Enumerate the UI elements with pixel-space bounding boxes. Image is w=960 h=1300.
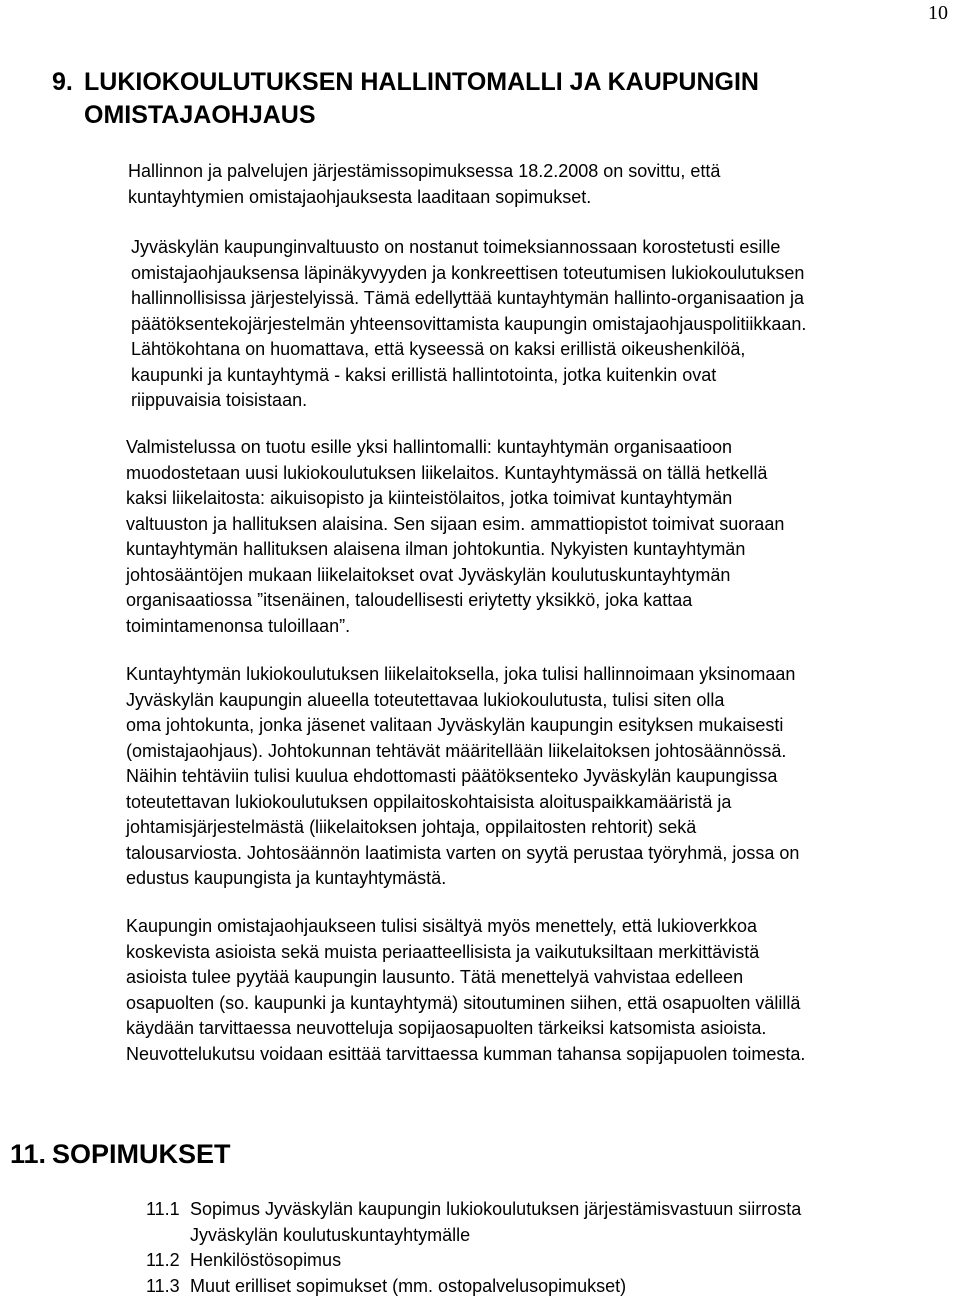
text-line: kaupunki ja kuntayhtymä - kaksi erillistä hallintotointa, jotka kuitenkin ovat [131, 364, 717, 385]
text-line: omistajaohjauksensa läpinäkyvyyden ja konkreettisen toteutumisen lukiokoulutuksen [131, 262, 805, 283]
text-line: Lähtökohtana on huomattava, että kyseessä on kaksi erillistä oikeushenkilöä, [131, 339, 746, 359]
list-item-text-continued: Jyväskylän koulutuskuntayhtymälle [190, 1224, 471, 1245]
text-line: koskevista asioista sekä muista periaatteellisista ja vaikutuksiltaan merkittävistä [126, 941, 760, 962]
section-9-heading [52, 66, 912, 132]
paragraph-4 [126, 662, 799, 892]
text-line: organisaatiossa ”itsenäinen, taloudellisesti eriytetty yksikkö, joka kattaa [126, 590, 693, 610]
text-line: muodostetaan uusi lukiokoulutuksen liikelaitos. Kuntayhtymässä on tällä hetkellä [126, 462, 768, 483]
section-11-heading [10, 1136, 231, 1172]
paragraph-5 [126, 914, 805, 1067]
text-line: Valmistelussa on tuotu esille yksi hallintomalli: kuntayhtymän organisaatioon [126, 437, 732, 457]
text-line: Kuntayhtymän lukiokoulutuksen liikelaitoksella, joka tulisi hallinnoimaan yksinomaan [126, 664, 796, 684]
list-item [146, 1248, 801, 1274]
text-line: Neuvottelukutsu voidaan esittää tarvittaessa kumman tahansa sopijapuolen toimesta. [126, 1043, 806, 1064]
list-item-number: 11.1 [146, 1199, 180, 1219]
text-line: kuntayhtymän hallituksen alaisena ilman johtokuntia. Nykyisten kuntayhtymän [126, 539, 746, 559]
text-line: Kaupungin omistajaohjaukseen tulisi sisältyä myös menettely, että lukioverkkoa [126, 916, 757, 936]
page-number: 10 [928, 2, 948, 24]
text-line: asioista tulee pyytää kaupungin lausunto. Tätä menettelyä vahvistaa edelleen [126, 967, 744, 987]
text-line: valtuuston ja hallituksen alaisina. Sen sijaan esim. ammattiopistot toimivat suoraan [126, 513, 785, 534]
section-9-number: 9. [52, 68, 73, 96]
list-item-text: Henkilöstösopimus [190, 1250, 342, 1270]
text-line: riippuvaisia toisistaan. [131, 390, 308, 410]
text-line: Jyväskylän kaupungin alueella toteutettavaa lukiokoulutusta, tulisi siten olla [126, 689, 725, 710]
text-line: oma johtokunta, jonka jäsenet valitaan Jyväskylän kaupungin esityksen mukaisesti [126, 715, 784, 735]
text-line: kuntayhtymien omistajaohjauksesta laaditaan sopimukset. [128, 186, 592, 207]
text-line: toimintamenonsa tuloillaan”. [126, 615, 351, 636]
text-line: talousarviosta. Johtosäännön laatimista varten on syytä perustaa työryhmä, jossa on [126, 842, 800, 863]
agreements-list [146, 1197, 801, 1299]
list-item-text: Sopimus Jyväskylän kaupungin lukiokoulutuksen järjestämisvastuun siirrosta [190, 1199, 802, 1219]
section-9-title-line1: LUKIOKOULUTUKSEN HALLINTOMALLI JA KAUPUNGIN [84, 68, 759, 96]
section-9-title-line2: OMISTAJAOHJAUS [84, 101, 316, 129]
section-11-number: 11. [10, 1139, 47, 1169]
text-line: päätöksentekojärjestelmän yhteensovittamista kaupungin omistajaohjauspolitiikkaan. [131, 313, 807, 334]
paragraph-1 [128, 159, 720, 210]
text-line: hallinnollisissa järjestelyissä. Tämä edellyttää kuntayhtymän hallinto-organisaation ja [131, 288, 805, 308]
paragraph-3 [126, 435, 784, 639]
text-line: Näihin tehtäviin tulisi kuulua ehdottomasti päätöksenteko Jyväskylän kaupungissa [126, 766, 778, 786]
list-item-text: Muut erilliset sopimukset (mm. ostopalvelusopimukset) [190, 1275, 627, 1296]
text-line: käydään tarvittaessa neuvotteluja sopijaosapuolten tärkeiksi katsomista asioista. [126, 1018, 767, 1038]
text-line: osapuolten (so. kaupunki ja kuntayhtymä) sitoutuminen siihen, että osapuolten välillä [126, 992, 801, 1013]
list-item [146, 1197, 801, 1248]
text-line: kaksi liikelaitosta: aikuisopisto ja kiinteistölaitos, jotka toimivat kuntayhtymän [126, 488, 733, 508]
paragraph-2 [131, 235, 806, 414]
list-item-number: 11.3 [146, 1275, 180, 1296]
text-line: Jyväskylän kaupunginvaltuusto on nostanut toimeksiannossaan korostetusti esille [131, 237, 781, 257]
section-11-title: SOPIMUKSET [52, 1139, 231, 1169]
text-line: toteutettavan lukiokoulutuksen oppilaitoskohtaisista aloituspaikkamääristä ja [126, 791, 732, 812]
text-line: Hallinnon ja palvelujen järjestämissopimuksessa 18.2.2008 on sovittu, että [128, 161, 721, 181]
list-item-number: 11.2 [146, 1250, 180, 1270]
text-line: johtamisjärjestelmästä (liikelaitoksen johtaja, oppilaitosten rehtorit) sekä [126, 817, 697, 837]
text-line: (omistajaohjaus). Johtokunnan tehtävät määritellään liikelaitoksen johtosäännössä. [126, 740, 787, 761]
list-item [146, 1274, 801, 1300]
text-line: edustus kaupungista ja kuntayhtymästä. [126, 868, 447, 888]
text-line: johtosääntöjen mukaan liikelaitokset ovat Jyväskylän koulutuskuntayhtymän [126, 564, 731, 585]
